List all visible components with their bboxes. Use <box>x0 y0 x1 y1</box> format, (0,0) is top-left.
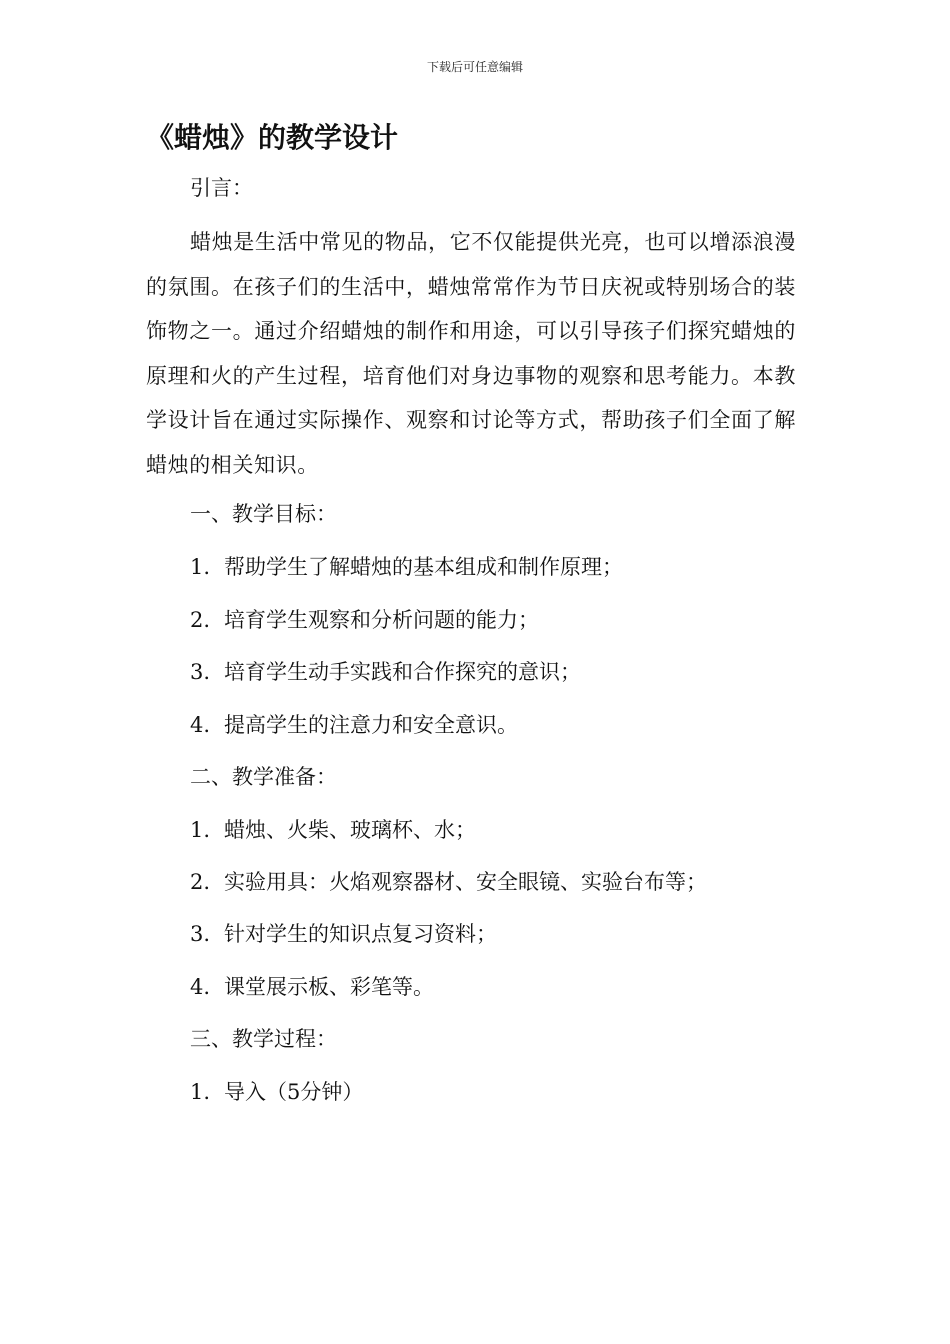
list-item-number: 3. <box>190 922 211 946</box>
list-item-number: 4. <box>190 713 211 737</box>
list-item-number: 1. <box>190 555 211 579</box>
intro-label: 引言： <box>190 176 253 200</box>
list-item-number: 2. <box>190 870 211 894</box>
list-item-text: 培育学生观察和分析问题的能力； <box>224 608 539 632</box>
list-item-text: 提高学生的注意力和安全意识。 <box>224 713 518 737</box>
list-item-number: 3. <box>190 660 211 684</box>
section-heading-process: 三、教学过程： <box>190 1027 337 1051</box>
list-item <box>190 866 707 896</box>
intro-paragraph: 蜡烛是生活中常见的物品，它不仅能提供光亮，也可以增添浪漫的氛围。在孩子们的生活中，蜡烛常常作为节日庆祝或特别场合的装饰物之一。通过介绍蜡烛的制作和用途，可以引导孩子们探究蜡烛的原理和火的产生过程，培育他们对身边事物的观察和思考能力。本教学设计旨在通过实际操作、观察和讨论等方式，帮助孩子们全面了解蜡烛的相关知识。 <box>146 230 796 477</box>
list-item <box>190 656 581 686</box>
list-item <box>190 709 518 739</box>
list-item <box>190 971 434 1001</box>
list-item-number: 4. <box>190 975 211 999</box>
list-item-text: 导入（5分钟） <box>224 1080 364 1104</box>
list-item-text: 帮助学生了解蜡烛的基本组成和制作原理； <box>224 555 623 579</box>
list-item <box>190 551 623 581</box>
list-item <box>190 604 539 634</box>
section-heading-objectives: 一、教学目标： <box>190 502 337 526</box>
header-note: 下载后可任意编辑 <box>426 60 523 74</box>
list-item-text: 课堂展示板、彩笔等。 <box>224 975 434 999</box>
document-title: 《蜡烛》的教学设计 <box>146 121 399 154</box>
list-item-number: 1. <box>190 1080 211 1104</box>
section-heading-preparation: 二、教学准备： <box>190 765 337 789</box>
list-item <box>190 814 476 844</box>
list-item-number: 2. <box>190 608 211 632</box>
list-item-text: 蜡烛、火柴、玻璃杯、水； <box>224 818 476 842</box>
list-item <box>190 918 497 948</box>
list-item-text: 针对学生的知识点复习资料； <box>224 922 497 946</box>
list-item-number: 1. <box>190 818 211 842</box>
list-item <box>190 1076 363 1106</box>
list-item-text: 实验用具：火焰观察器材、安全眼镜、实验台布等； <box>224 870 707 894</box>
list-item-text: 培育学生动手实践和合作探究的意识； <box>224 660 581 684</box>
